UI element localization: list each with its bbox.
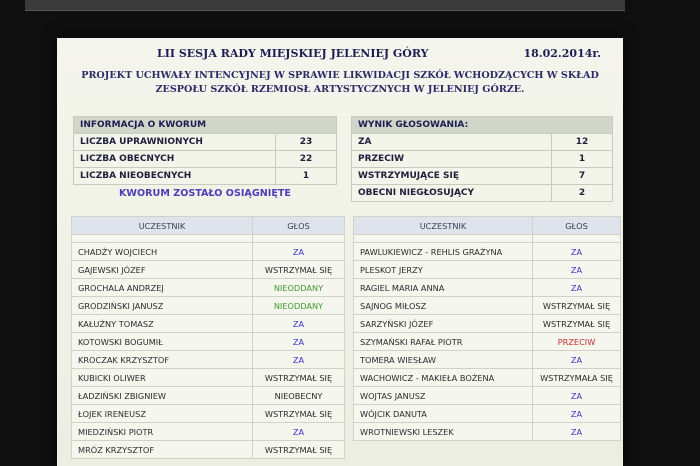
participant-row xyxy=(354,387,621,405)
participant-vote: WSTRZYMAŁ SIĘ xyxy=(533,297,621,315)
result-label: ZA xyxy=(352,134,552,151)
spacer-cell xyxy=(354,235,533,243)
session-title: LII SESJA RADY MIEJSKIEJ JELENIEJ GÓRY xyxy=(157,47,429,60)
participant-vote: ZA xyxy=(533,387,621,405)
participant-row xyxy=(72,423,345,441)
participant-vote: WSTRZYMAŁ SIĘ xyxy=(253,369,345,387)
participant-row xyxy=(354,423,621,441)
participant-row xyxy=(72,405,345,423)
participant-name: KAŁUŻNY TOMASZ xyxy=(72,315,253,333)
participants-table-right xyxy=(353,216,621,441)
participant-name: SZYMAŃSKI RAFAŁ PIOTR xyxy=(354,333,533,351)
participant-vote: NIEOBECNY xyxy=(253,387,345,405)
participant-vote: WSTRZYMAŁ SIĘ xyxy=(253,261,345,279)
result-row xyxy=(352,185,613,202)
participants-table-left xyxy=(71,216,345,459)
participant-name: GAJEWSKI JÓZEF xyxy=(72,261,253,279)
project-title-line: PROJEKT UCHWAŁY INTENCYJNEJ W SPRAWIE LIKWIDACJI SZKÓŁ WCHODZĄCYCH W SKŁAD xyxy=(81,70,599,81)
voting-results-screen xyxy=(57,38,623,466)
participant-row xyxy=(72,261,345,279)
participant-vote: WSTRZYMAŁA SIĘ xyxy=(533,369,621,387)
quorum-title: INFORMACJA O KWORUM xyxy=(74,117,337,134)
participant-vote: ZA xyxy=(533,243,621,261)
participant-vote: ZA xyxy=(533,423,621,441)
quorum-value: 22 xyxy=(276,151,337,168)
participant-vote: ZA xyxy=(533,261,621,279)
spacer-cell xyxy=(533,235,621,243)
quorum-value: 1 xyxy=(276,168,337,185)
participant-vote: WSTRZYMAŁ SIĘ xyxy=(253,441,345,459)
participant-row xyxy=(354,369,621,387)
participant-vote: ZA xyxy=(253,315,345,333)
quorum-status: KWORUM ZOSTAŁO OSIĄGNIĘTE xyxy=(119,188,291,199)
participant-row xyxy=(72,315,345,333)
participant-vote: ZA xyxy=(533,279,621,297)
participant-vote: ZA xyxy=(533,351,621,369)
participant-vote: ZA xyxy=(253,243,345,261)
column-header-vote: GŁOS xyxy=(533,217,621,235)
participant-name: TOMERA WIESŁAW xyxy=(354,351,533,369)
result-table xyxy=(351,116,613,202)
participant-name: CHADŻY WOJCIECH xyxy=(72,243,253,261)
result-row xyxy=(352,168,613,185)
participant-name: KROCZAK KRZYSZTOF xyxy=(72,351,253,369)
participant-vote: ZA xyxy=(253,423,345,441)
participant-vote: WSTRZYMAŁ SIĘ xyxy=(253,405,345,423)
participant-row xyxy=(72,297,345,315)
participant-name: PLESKOT JERZY xyxy=(354,261,533,279)
participant-row xyxy=(354,261,621,279)
participant-name: WACHOWICZ - MAKIEŁA BOŻENA xyxy=(354,369,533,387)
participant-name: ŁOJEK IRENEUSZ xyxy=(72,405,253,423)
participant-row xyxy=(72,369,345,387)
participant-row xyxy=(72,243,345,261)
participant-name: WROTNIEWSKI LESZEK xyxy=(354,423,533,441)
quorum-label: LICZBA NIEOBECNYCH xyxy=(74,168,276,185)
result-label: OBECNI NIEGŁOSUJĄCY xyxy=(352,185,552,202)
result-title: WYNIK GŁOSOWANIA: xyxy=(352,117,613,134)
column-header-participant: UCZESTNIK xyxy=(354,217,533,235)
spacer-cell xyxy=(72,235,253,243)
participant-row xyxy=(72,279,345,297)
participant-name: WÓJCIK DANUTA xyxy=(354,405,533,423)
participant-name: KUBICKI OLIWER xyxy=(72,369,253,387)
participant-name: KOTOWSKI BOGUMIŁ xyxy=(72,333,253,351)
participant-vote: NIEODDANY xyxy=(253,279,345,297)
participant-name: SAJNOG MIŁOSZ xyxy=(354,297,533,315)
quorum-row xyxy=(74,134,337,151)
participant-vote: ZA xyxy=(533,405,621,423)
column-header-participant: UCZESTNIK xyxy=(72,217,253,235)
participant-vote: ZA xyxy=(253,333,345,351)
result-value: 12 xyxy=(552,134,613,151)
column-header-vote: GŁOS xyxy=(253,217,345,235)
participant-vote: PRZECIW xyxy=(533,333,621,351)
participant-name: MIEDZIŃSKI PIOTR xyxy=(72,423,253,441)
participant-row xyxy=(354,351,621,369)
result-row xyxy=(352,151,613,168)
participant-vote: NIEODDANY xyxy=(253,297,345,315)
participant-name: MRÓZ KRZYSZTOF xyxy=(72,441,253,459)
quorum-value: 23 xyxy=(276,134,337,151)
spacer-cell xyxy=(253,235,345,243)
participant-vote: ZA xyxy=(253,351,345,369)
quorum-table xyxy=(73,116,337,185)
participant-row xyxy=(354,405,621,423)
quorum-row xyxy=(74,168,337,185)
participant-row xyxy=(72,387,345,405)
result-value: 7 xyxy=(552,168,613,185)
result-row xyxy=(352,134,613,151)
participant-name: RAGIEL MARIA ANNA xyxy=(354,279,533,297)
quorum-label: LICZBA OBECNYCH xyxy=(74,151,276,168)
quorum-label: LICZBA UPRAWNIONYCH xyxy=(74,134,276,151)
projector-top-bar xyxy=(25,0,625,11)
participant-name: WOJTAS JANUSZ xyxy=(354,387,533,405)
participant-name: GRODZIŃSKI JANUSZ xyxy=(72,297,253,315)
project-title xyxy=(61,69,619,97)
participant-row xyxy=(354,243,621,261)
participant-name: GROCHALA ANDRZEJ xyxy=(72,279,253,297)
participant-row xyxy=(354,333,621,351)
result-label: PRZECIW xyxy=(352,151,552,168)
session-date: 18.02.2014r. xyxy=(523,47,601,60)
project-title-line: ZESPOŁU SZKÓŁ RZEMIOSŁ ARTYSTYCZNYCH W JELENIEJ GÓRZE. xyxy=(155,84,525,95)
quorum-row xyxy=(74,151,337,168)
participant-name: ŁADZIŃSKI ZBIGNIEW xyxy=(72,387,253,405)
header xyxy=(57,38,623,64)
participant-row xyxy=(72,351,345,369)
participant-name: SARZYŃSKI JÓZEF xyxy=(354,315,533,333)
result-label: WSTRZYMUJĄCE SIĘ xyxy=(352,168,552,185)
participant-name: PAWLUKIEWICZ - REHLIS GRAŻYNA xyxy=(354,243,533,261)
result-value: 1 xyxy=(552,151,613,168)
participant-row xyxy=(72,333,345,351)
result-value: 2 xyxy=(552,185,613,202)
participant-row xyxy=(354,315,621,333)
participant-row xyxy=(354,297,621,315)
participant-vote: WSTRZYMAŁ SIĘ xyxy=(533,315,621,333)
participant-row xyxy=(354,279,621,297)
participant-row xyxy=(72,441,345,459)
